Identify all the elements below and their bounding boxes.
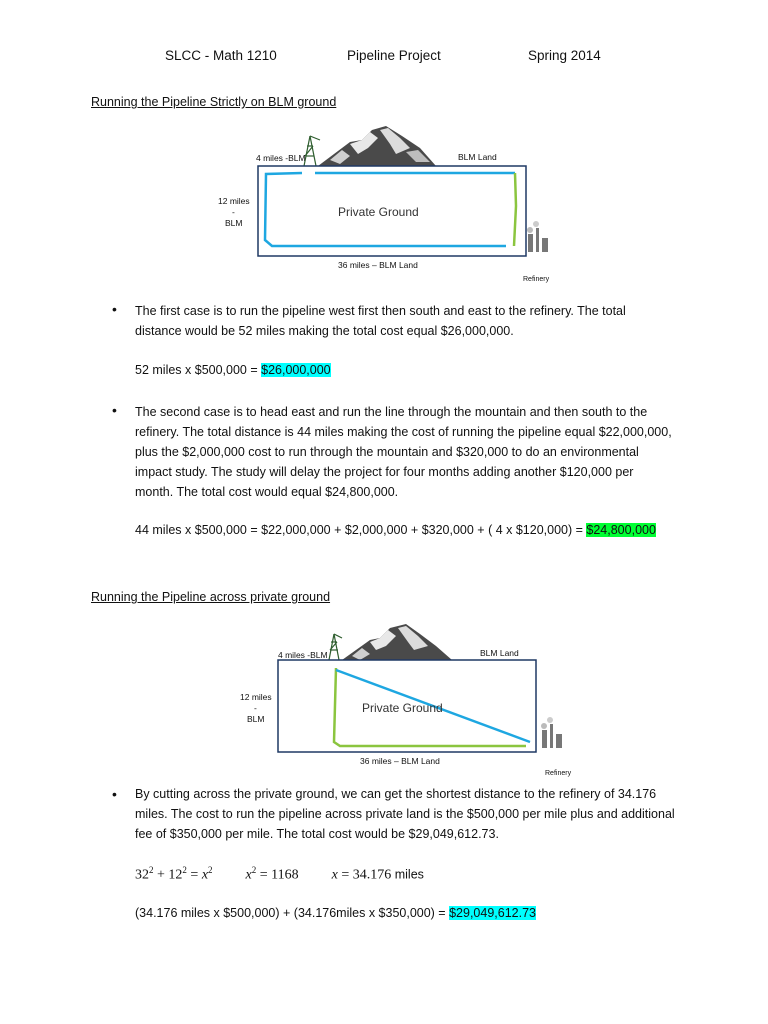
bottom-label: 36 miles – BLM Land <box>360 756 440 766</box>
header-course: SLCC - Math 1210 <box>165 48 277 63</box>
bullet-marker: • <box>112 786 117 802</box>
left-label-3: BLM <box>247 714 265 724</box>
top-left-label: 4 miles -BLM <box>256 153 306 163</box>
equation-first-case <box>135 363 331 377</box>
equation-text: (34.176 miles x $500,000) + (34.176miles x $350,000) = <box>135 906 450 920</box>
equation-result: $24,800,000 <box>586 523 656 537</box>
section2-title: Running the Pipeline across private ground <box>91 590 331 604</box>
equation-text: 44 miles x $500,000 = $22,000,000 + $2,000,000 + $320,000 + ( 4 x $120,000) = <box>135 523 587 537</box>
bullet-first-case: The first case is to run the pipeline west first then south and east to the refinery. The total distance would be 52 miles making the total cost equal $26,000,000. <box>135 304 626 338</box>
header-term: Spring 2014 <box>528 48 601 63</box>
left-label-2: - <box>232 207 235 217</box>
mountain-icon <box>342 624 452 660</box>
oil-derrick-icon <box>304 136 320 166</box>
bullet-marker: • <box>112 301 117 317</box>
center-label: Private Ground <box>338 205 419 219</box>
top-left-label: 4 miles -BLM <box>278 650 328 660</box>
pythagorean-equation: $32^2 + 12^2 = x^2$ $x^2 = 1168$ x = 34.176 miles <box>135 865 424 883</box>
diagram-blm-route <box>210 122 560 284</box>
left-label-2: - <box>254 703 257 713</box>
equation-text: 52 miles x $500,000 = <box>135 363 262 377</box>
oil-derrick-icon <box>329 634 342 660</box>
equation-private-ground <box>135 906 536 920</box>
refinery-icon <box>527 221 548 252</box>
section1-title: Running the Pipeline Strictly on BLM ground <box>91 95 337 109</box>
bullet-second-case: The second case is to head east and run the line through the mountain and then south to the refinery. The total distance is 44 miles making the cost of running the pipeline equal $22,000,000, plus the $2,000,000 cost to run through the mountain and $320,000 to do an environmental impact study. The study will delay the project for four months adding another $120,000 per month. The total cost would equal $24,800,000. <box>135 405 672 499</box>
equation-result: $29,049,612.73 <box>449 906 536 920</box>
top-right-label: BLM Land <box>480 648 519 658</box>
header-project: Pipeline Project <box>347 48 441 63</box>
pipeline-south <box>514 173 516 246</box>
diagram-private-route <box>230 618 580 780</box>
refinery-label: Refinery <box>545 770 572 777</box>
center-label: Private Ground <box>362 701 443 715</box>
bottom-label: 36 miles – BLM Land <box>338 260 418 270</box>
left-label-3: BLM <box>225 218 243 228</box>
refinery-icon <box>541 717 562 748</box>
top-right-label: BLM Land <box>458 152 497 162</box>
bullet-private-ground: By cutting across the private ground, we can get the shortest distance to the refinery of 34.176 miles. The cost to run the pipeline across private land is the $500,000 per mile plus and additional fee of $350,000 per mile. The total cost would be $29,049,612.73. <box>135 787 675 841</box>
left-label-1: 12 miles <box>218 196 250 206</box>
mountain-icon <box>318 126 436 166</box>
refinery-label: Refinery <box>523 276 550 283</box>
bullet-marker: • <box>112 402 117 418</box>
equation-result: $26,000,000 <box>261 363 331 377</box>
equation-second-case <box>135 523 656 537</box>
left-label-1: 12 miles <box>240 692 272 702</box>
